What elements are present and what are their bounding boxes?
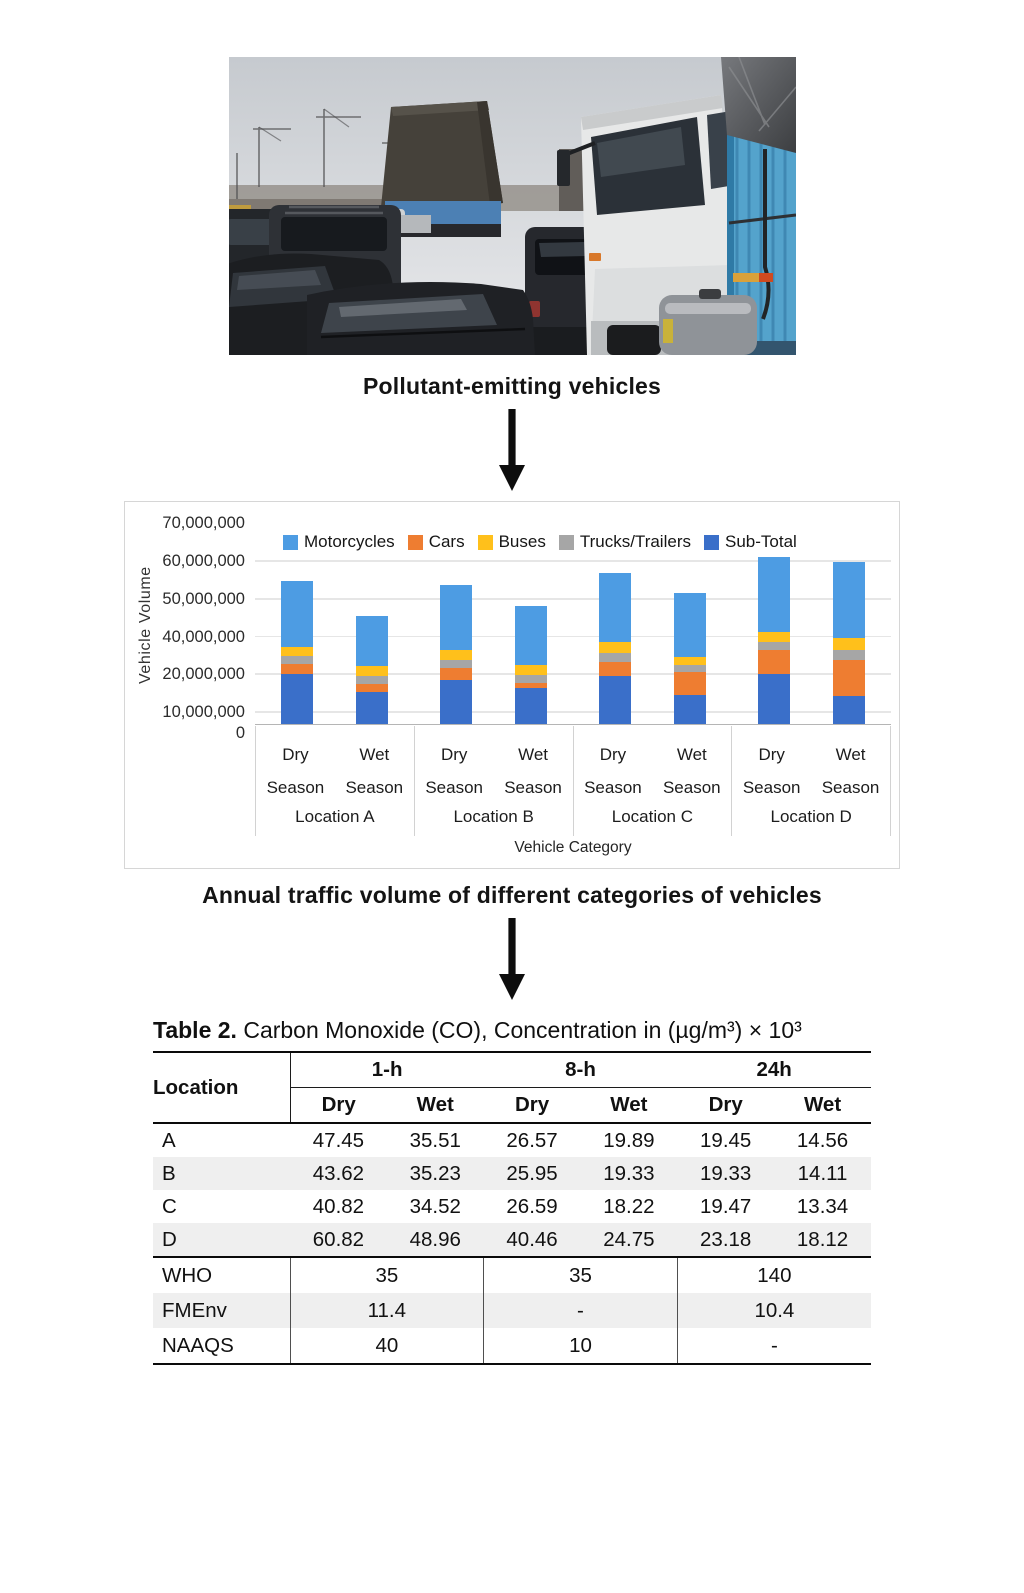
bar-segment-sub-total bbox=[356, 692, 388, 724]
bar-segment-sub-total bbox=[599, 676, 631, 724]
location-label: Location A bbox=[295, 806, 375, 826]
category-group bbox=[255, 726, 414, 836]
bar-segment-trucks-trailers bbox=[833, 650, 865, 660]
location-cell: B bbox=[162, 1161, 176, 1185]
standards-rows bbox=[153, 1257, 871, 1364]
legend-swatch bbox=[408, 535, 423, 550]
y-tick-label: 0 bbox=[235, 724, 245, 742]
photo-caption: Pollutant-emitting vehicles bbox=[362, 373, 662, 399]
col-group-24h: 24h bbox=[677, 1052, 871, 1088]
down-arrow-icon bbox=[497, 918, 527, 1000]
bar-segment-sub-total bbox=[758, 674, 790, 724]
x-axis-title: Vehicle Category bbox=[514, 839, 632, 856]
value-cell: 26.57 bbox=[506, 1128, 558, 1152]
legend-item bbox=[283, 532, 395, 552]
y-axis-ticks bbox=[125, 514, 245, 742]
bar-group bbox=[414, 523, 573, 724]
standard-value-cell: 35 bbox=[290, 1257, 484, 1293]
category-group bbox=[573, 726, 732, 836]
bar-segment-trucks-trailers bbox=[758, 642, 790, 650]
bar-segment-trucks-trailers bbox=[599, 653, 631, 662]
bar-segment-trucks-trailers bbox=[440, 660, 472, 668]
stacked-bar-location-b-dry bbox=[440, 523, 472, 724]
value-cell: 47.45 bbox=[312, 1128, 365, 1152]
legend-swatch bbox=[478, 535, 493, 550]
bar-segment-sub-total bbox=[440, 680, 472, 724]
bar-segment-cars bbox=[356, 684, 388, 691]
standard-row bbox=[153, 1293, 871, 1328]
value-cell: 26.59 bbox=[506, 1194, 558, 1218]
table-row bbox=[153, 1223, 871, 1257]
value-cell: 34.52 bbox=[409, 1194, 461, 1218]
table-row bbox=[153, 1157, 871, 1190]
legend-item bbox=[704, 532, 797, 552]
value-cell: 48.96 bbox=[387, 1223, 484, 1257]
bar-segment-buses bbox=[833, 638, 865, 650]
sub-header-dry-8h: Dry bbox=[484, 1088, 581, 1124]
legend-swatch bbox=[283, 535, 298, 550]
stacked-bar-location-a-dry bbox=[281, 523, 313, 724]
bar-segment-sub-total bbox=[674, 695, 706, 724]
bar-segment-motorcycles bbox=[674, 593, 706, 657]
season-label: Wet Season bbox=[821, 744, 880, 797]
value-cell: 19.47 bbox=[700, 1194, 752, 1218]
bar-segment-motorcycles bbox=[515, 606, 547, 665]
legend-label: Cars bbox=[428, 532, 465, 551]
bar-segment-cars bbox=[758, 650, 790, 674]
season-label: Dry Season bbox=[584, 744, 642, 797]
traffic-photo-illustration bbox=[229, 57, 796, 355]
table-title bbox=[153, 1017, 871, 1044]
bar-segment-buses bbox=[440, 650, 472, 660]
co-concentration-table bbox=[153, 1051, 871, 1365]
chart-legend bbox=[283, 532, 797, 552]
down-arrow-2 bbox=[0, 918, 1024, 1000]
truck-wheel bbox=[607, 325, 661, 355]
bar-segment-sub-total bbox=[515, 688, 547, 724]
standard-value-cell: 35 bbox=[484, 1257, 678, 1293]
legend-label: Sub-Total bbox=[724, 532, 797, 551]
stacked-bar-location-c-dry bbox=[599, 523, 631, 724]
traffic-photo bbox=[229, 57, 796, 355]
value-cell: 19.89 bbox=[603, 1128, 655, 1152]
category-group bbox=[414, 726, 573, 836]
table-number: Table 2. bbox=[153, 1017, 237, 1043]
bar-segment-motorcycles bbox=[440, 585, 472, 650]
location-cell: C bbox=[162, 1194, 177, 1218]
standard-row bbox=[153, 1257, 871, 1293]
bar-segment-trucks-trailers bbox=[515, 675, 547, 683]
bar-segment-motorcycles bbox=[758, 557, 790, 633]
location-header: Location bbox=[153, 1052, 290, 1123]
table-group-header-row bbox=[153, 1052, 871, 1088]
standard-value-cell: - bbox=[677, 1328, 871, 1364]
location-cell: D bbox=[153, 1223, 290, 1257]
bar-segment-cars bbox=[281, 664, 313, 674]
bar-segment-buses bbox=[674, 657, 706, 664]
bar-segment-cars bbox=[515, 683, 547, 688]
value-cell: 23.18 bbox=[677, 1223, 774, 1257]
bar-segment-buses bbox=[356, 666, 388, 676]
col-group-1h: 1-h bbox=[290, 1052, 484, 1088]
value-cell: 14.56 bbox=[796, 1128, 849, 1152]
season-label: Wet Season bbox=[345, 744, 404, 797]
bar-segment-buses bbox=[758, 632, 790, 642]
traffic-volume-chart bbox=[124, 501, 900, 869]
sub-header-wet-8h: Wet bbox=[580, 1088, 677, 1124]
value-cell: 19.33 bbox=[700, 1161, 752, 1185]
legend-item bbox=[559, 532, 691, 552]
value-cell: 35.23 bbox=[409, 1161, 461, 1185]
bar-segment-buses bbox=[281, 647, 313, 656]
legend-label: Motorcycles bbox=[304, 532, 395, 551]
stacked-bar-location-d-dry bbox=[758, 523, 790, 724]
y-tick-label: 60,000,000 bbox=[162, 551, 245, 570]
bar-segment-cars bbox=[674, 672, 706, 695]
legend-item bbox=[408, 532, 465, 552]
truck-mirror bbox=[557, 150, 570, 186]
bar-group bbox=[573, 523, 732, 724]
season-label: Dry Season bbox=[742, 744, 801, 797]
bar-group bbox=[732, 523, 891, 724]
standard-name-cell: NAAQS bbox=[162, 1333, 234, 1357]
location-label: Location C bbox=[611, 806, 694, 826]
value-cell: 18.22 bbox=[603, 1194, 655, 1218]
y-tick-label: 70,000,000 bbox=[162, 514, 245, 532]
bar-segment-sub-total bbox=[281, 674, 313, 724]
bar-segment-buses bbox=[599, 642, 631, 653]
table-row bbox=[153, 1190, 871, 1223]
value-cell: 13.34 bbox=[796, 1194, 849, 1218]
bar-segment-motorcycles bbox=[356, 616, 388, 667]
down-arrow-1 bbox=[0, 409, 1024, 491]
season-label: Dry Season bbox=[425, 744, 484, 797]
standard-value-cell: - bbox=[484, 1293, 678, 1328]
bar-segment-motorcycles bbox=[833, 562, 865, 638]
bar-group bbox=[255, 523, 414, 724]
y-tick-label: 10,000,000 bbox=[162, 703, 245, 722]
value-cell: 40.46 bbox=[484, 1223, 581, 1257]
col-group-8h: 8-h bbox=[484, 1052, 678, 1088]
y-axis-title: Vehicle Volume bbox=[137, 566, 154, 684]
stacked-bar-location-b-wet bbox=[515, 523, 547, 724]
bar-segment-trucks-trailers bbox=[674, 665, 706, 672]
value-cell: 14.11 bbox=[797, 1161, 848, 1185]
location-rows bbox=[153, 1123, 871, 1257]
value-cell: 43.62 bbox=[312, 1161, 365, 1185]
bar-segment-sub-total bbox=[833, 696, 865, 724]
plot-area bbox=[255, 523, 891, 725]
sub-header-wet-1h: Wet bbox=[387, 1088, 484, 1124]
y-tick-label: 20,000,000 bbox=[162, 665, 245, 684]
standard-name-cell: WHO bbox=[162, 1263, 213, 1287]
bars-container bbox=[255, 523, 891, 724]
table-row bbox=[153, 1123, 871, 1157]
value-cell: 19.45 bbox=[700, 1128, 752, 1152]
season-label: Wet Season bbox=[662, 744, 721, 797]
bar-segment-trucks-trailers bbox=[356, 676, 388, 684]
legend-swatch bbox=[704, 535, 719, 550]
standard-row bbox=[153, 1328, 871, 1364]
stacked-bar-location-d-wet bbox=[833, 523, 865, 724]
orange-marker bbox=[589, 253, 601, 261]
y-tick-label: 40,000,000 bbox=[162, 627, 245, 646]
location-label: Location B bbox=[453, 806, 534, 826]
reflective-stripe-red bbox=[759, 273, 773, 282]
season-label: Dry Season bbox=[266, 744, 325, 797]
standard-value-cell: 40 bbox=[290, 1328, 484, 1364]
value-cell: 35.51 bbox=[409, 1128, 461, 1152]
y-tick-label: 50,000,000 bbox=[162, 589, 245, 608]
fuel-tank bbox=[659, 289, 757, 355]
value-cell: 40.82 bbox=[312, 1194, 365, 1218]
value-cell: 18.12 bbox=[774, 1223, 871, 1257]
legend-swatch bbox=[559, 535, 574, 550]
bar-segment-trucks-trailers bbox=[281, 656, 313, 663]
legend-label: Buses bbox=[498, 532, 546, 551]
bar-segment-cars bbox=[440, 668, 472, 680]
table-title-text: Carbon Monoxide (CO), Concentration in (µg/m³) × 10³ bbox=[236, 1017, 802, 1043]
location-cell: A bbox=[162, 1128, 176, 1152]
stacked-bar-location-a-wet bbox=[356, 523, 388, 724]
reflective-stripe-yellow bbox=[733, 273, 759, 282]
legend-item bbox=[478, 532, 546, 552]
x-axis-labels bbox=[255, 726, 891, 836]
bar-segment-motorcycles bbox=[281, 581, 313, 648]
standard-value-cell: 11.4 bbox=[290, 1293, 484, 1328]
chart-caption: Annual traffic volume of different categories of vehicles bbox=[202, 882, 822, 908]
standard-value-cell: 140 bbox=[677, 1257, 871, 1293]
sub-header-wet-24h: Wet bbox=[774, 1088, 871, 1124]
location-label: Location D bbox=[770, 806, 852, 826]
down-arrow-icon bbox=[497, 409, 527, 491]
sub-header-dry-24h: Dry bbox=[677, 1088, 774, 1124]
value-cell: 25.95 bbox=[506, 1161, 558, 1185]
bar-segment-motorcycles bbox=[599, 573, 631, 641]
standard-value-cell: 10 bbox=[484, 1328, 678, 1364]
value-cell: 19.33 bbox=[603, 1161, 655, 1185]
category-group bbox=[731, 726, 891, 836]
bar-segment-cars bbox=[599, 662, 631, 676]
bar-segment-cars bbox=[833, 660, 865, 696]
standard-name-cell: FMEnv bbox=[162, 1298, 227, 1322]
value-cell: 24.75 bbox=[580, 1223, 677, 1257]
stacked-bar-location-c-wet bbox=[674, 523, 706, 724]
bar-segment-buses bbox=[515, 665, 547, 675]
season-label: Wet Season bbox=[504, 744, 562, 797]
standard-value-cell: 10.4 bbox=[677, 1293, 871, 1328]
sub-header-dry-1h: Dry bbox=[290, 1088, 387, 1124]
legend-label: Trucks/Trailers bbox=[579, 532, 691, 551]
value-cell: 60.82 bbox=[290, 1223, 387, 1257]
